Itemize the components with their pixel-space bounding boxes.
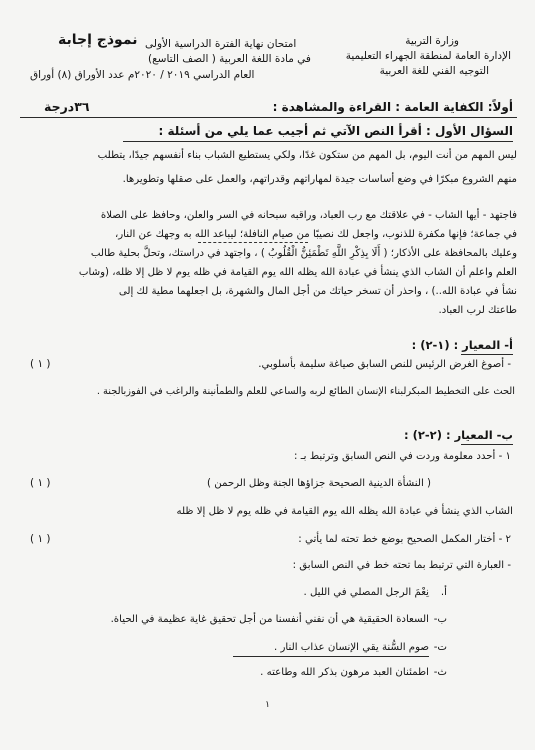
passage-line: نشأ في عبادة الله..) ، واحذر أن تسخر حياتك من أجل المال والشهرة، بل اجعلهما مطية لك إلى xyxy=(118,286,517,297)
criterion-a-mark: ( ١ ) xyxy=(30,358,51,370)
criterion-b-q1-answer: الشاب الذي ينشأ في عبادة الله يظله الله يوم القيامة في ظله يوم لا ظل إلا ظله xyxy=(176,506,513,517)
option-text-selected: صوم السُّنة يقي الإنسان عذاب النار . xyxy=(274,642,429,653)
passage-line: طاعتك لرب العباد. xyxy=(438,305,517,316)
criterion-a-underline xyxy=(461,354,513,355)
ministry-name: وزارة التربية xyxy=(405,35,459,47)
option-text: السعادة الحقيقية هي أن نفني أنفسنا من أجل تحقيق غاية عظيمة في الحياة. xyxy=(110,614,429,625)
answer-model-stamp: نموذج إجابة xyxy=(58,32,138,48)
criterion-b-q2-mark: ( ١ ) xyxy=(30,533,51,545)
option-letter: ب- xyxy=(433,614,447,625)
criterion-b-q1-mark: ( ١ ) xyxy=(30,477,51,489)
criterion-a-label: أ- المعيار : (١-٢) : xyxy=(411,338,513,352)
criterion-a-answer: الحث على التخطيط المبكرلبناء الإنسان الطائع لربه والساعي للعلم والطمأنينة والراغب في الفوزبالجنة . xyxy=(96,386,515,397)
underlined-phrase xyxy=(198,242,308,243)
passage-line: وعليك بالمحافظة على الأذكار؛ ( أَلَا بِذِكْرِ اللَّهِ تَطْمَئِنُّ الْقُلُوبُ ) ، واجتهد في دراستك، وتحلَّ بحلية طالب xyxy=(90,248,517,259)
passage-line: ليس المهم من أنت اليوم، بل المهم من ستكون غدًا، ولكي يستطيع الشباب بناء أنفسهم جيدًا، يتطلب xyxy=(97,150,517,161)
section-title: أولاً: الكفاية العامة : القراءة والمشاهدة : xyxy=(272,100,513,114)
passage-line: العلم واعلم أن الشاب الذي ينشأ في عبادة الله يظله الله يوم القيامة في ظله يوم لا ظل إلا ظله، (وشاب xyxy=(78,267,517,278)
criterion-b-underline xyxy=(461,444,513,445)
directorate-name: الإدارة العامة لمنطقة الجهراء التعليمية xyxy=(345,50,511,62)
passage-line: في جماعة؛ فإنها مكفرة للذنوب، واجعل لك نصيبًا من صيام النافلة؛ ليباعد الله به وجهك عن النار، xyxy=(114,229,517,240)
criterion-b-q2: ٢ - أختار المكمل الصحيح بوضع خط تحته لما يأتي : xyxy=(298,534,511,545)
option-letter: ت- xyxy=(433,642,447,653)
criterion-a-question: - أصوغ الغرض الرئيس للنص السابق صياغة سليمة بأسلوبي. xyxy=(258,359,511,370)
question-1-title: السؤال الأول : أقرأ النص الآتي ثم أجيب عما يلي من أسئلة : xyxy=(158,124,513,138)
criterion-b-q2-stem: - العبارة التي ترتبط بما تحته خط في النص السابق : xyxy=(292,560,511,571)
question-1-underline xyxy=(123,141,513,142)
exam-title: امتحان نهاية الفترة الدراسية الأولى xyxy=(145,38,297,50)
year-pages-line: العام الدراسي ٢٠١٩ / ٢٠٢٠م عدد الأوراق (٨) أوراق xyxy=(30,69,255,81)
option-text: نِعْمَ الرجل المصلي في الليل . xyxy=(303,587,429,598)
page-number: ١ xyxy=(265,700,270,710)
criterion-b-q1: ١ - أحدد معلومة وردت في النص السابق وترتبط بـ : xyxy=(294,451,511,462)
section-rule xyxy=(20,117,517,118)
criterion-b-q1-item: ( النشأة الدينية الصحيحة جزاؤها الجنة وظل الرحمن ) xyxy=(206,478,431,489)
supervision-name: التوجيه الفني للغة العربية xyxy=(379,65,489,77)
option-text: اطمئنان العبد مرهون بذكر الله وطاعته . xyxy=(260,667,429,678)
section-score: ٣٦درجة xyxy=(44,99,90,114)
option-letter: أ. xyxy=(440,587,447,598)
passage-line: فاجتهد - أيها الشاب - في علاقتك مع رب العباد، وراقبه سبحانه في السر والعلن، وحافظ على الصلاة xyxy=(100,210,517,221)
passage-line: منهم الشروع مبكرًا في وضع أساسات جيدة لمهاراتهم وقدراتهم، والعمل على صقلها وتطويرها. xyxy=(122,174,517,185)
criterion-b-label: ب- المعيار : (٢-٢) : xyxy=(404,428,513,442)
option-letter: ث- xyxy=(433,667,447,678)
subject-line: في مادة اللغة العربية ( الصف التاسع) xyxy=(148,53,311,65)
selected-option-underline xyxy=(233,656,429,657)
